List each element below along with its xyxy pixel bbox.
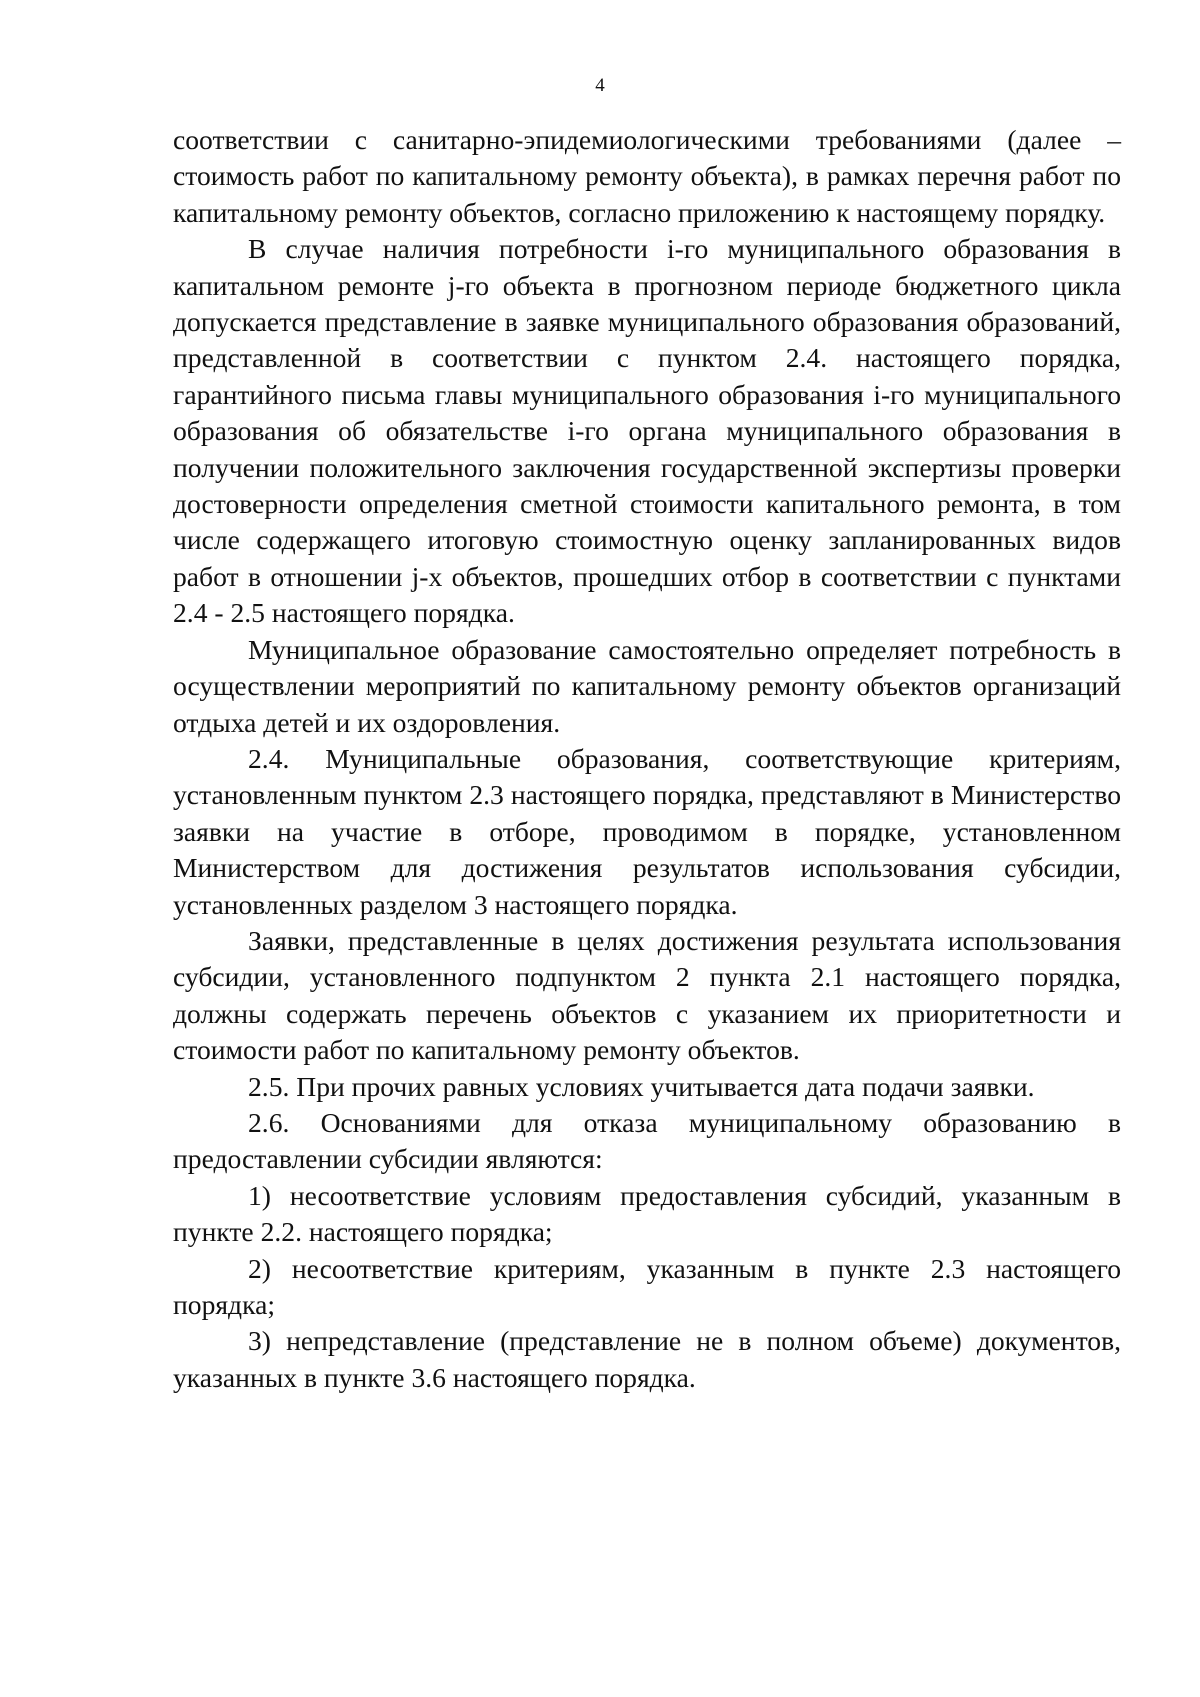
list-item: 3) непредставление (представление не в полном объеме) документов, указанных в пункте 3.6 настоящего порядка. [173,1325,1121,1393]
list-item: 1) несоответствие условиям предоставления субсидий, указанным в пункте 2.2. настоящего порядка; [173,1179,1121,1248]
paragraph-2-6: 2.6. Основаниями для отказа муниципальному образованию в предоставлении субсидии являются: [173,1106,1121,1175]
paragraph-2-5: 2.5. При прочих равных условиях учитывается дата подачи заявки. [248,1070,1035,1102]
page-number: 4 [595,75,605,96]
paragraph: В случае наличия потребности i-го муниципального образования в капитальном ремонте j-го объекта в прогнозном периоде бюджетного цикла допускается представление в заявке муниципального образования образований, представленной в соответствии с пунктом 2.4. настоящего порядка, гарантийного письма главы муниципального образования i-го муниципального образования об обязательстве i-го органа муниципального образования в получении положительного заключения государственной экспертизы проверки достоверности определения сметной стоимости капитального ремонта, в том числе содержащего итоговую стоимостную оценку запланированных видов работ в отношении j-х объектов, прошедших отбор в соответствии с пунктами 2.4 - 2.5 настоящего порядка. [173,233,1121,629]
paragraph: Муниципальное образование самостоятельно определяет потребность в осуществлении мероприятий по капитальному ремонту объектов организаций отдыха детей и их оздоровления. [173,633,1121,738]
paragraph: Заявки, представленные в целях достижения результата использования субсидии, установленного подпунктом 2 пункта 2.1 настоящего порядка, должны содержать перечень объектов с указанием их приоритетности и стоимости работ по капитальному ремонту объектов. [173,924,1121,1066]
paragraph-2-4: 2.4. Муниципальные образования, соответствующие критериям, установленным пунктом 2.3 настоящего порядка, представляют в Министерство заявки на участие в отборе, проводимом в порядке, установленном Министерством для достижения результатов использования субсидии, установленных разделом 3 настоящего порядка. [173,742,1121,920]
document-body [173,122,1121,1396]
paragraph: соответствии с санитарно-эпидемиологическими требованиями (далее – стоимость работ по капитальному ремонту объекта), в рамках перечня работ по капитальному ремонту объектов, согласно приложению к настоящему порядку. [173,124,1121,228]
list-item: 2) несоответствие критериям, указанным в пункте 2.3 настоящего порядка; [173,1252,1121,1320]
